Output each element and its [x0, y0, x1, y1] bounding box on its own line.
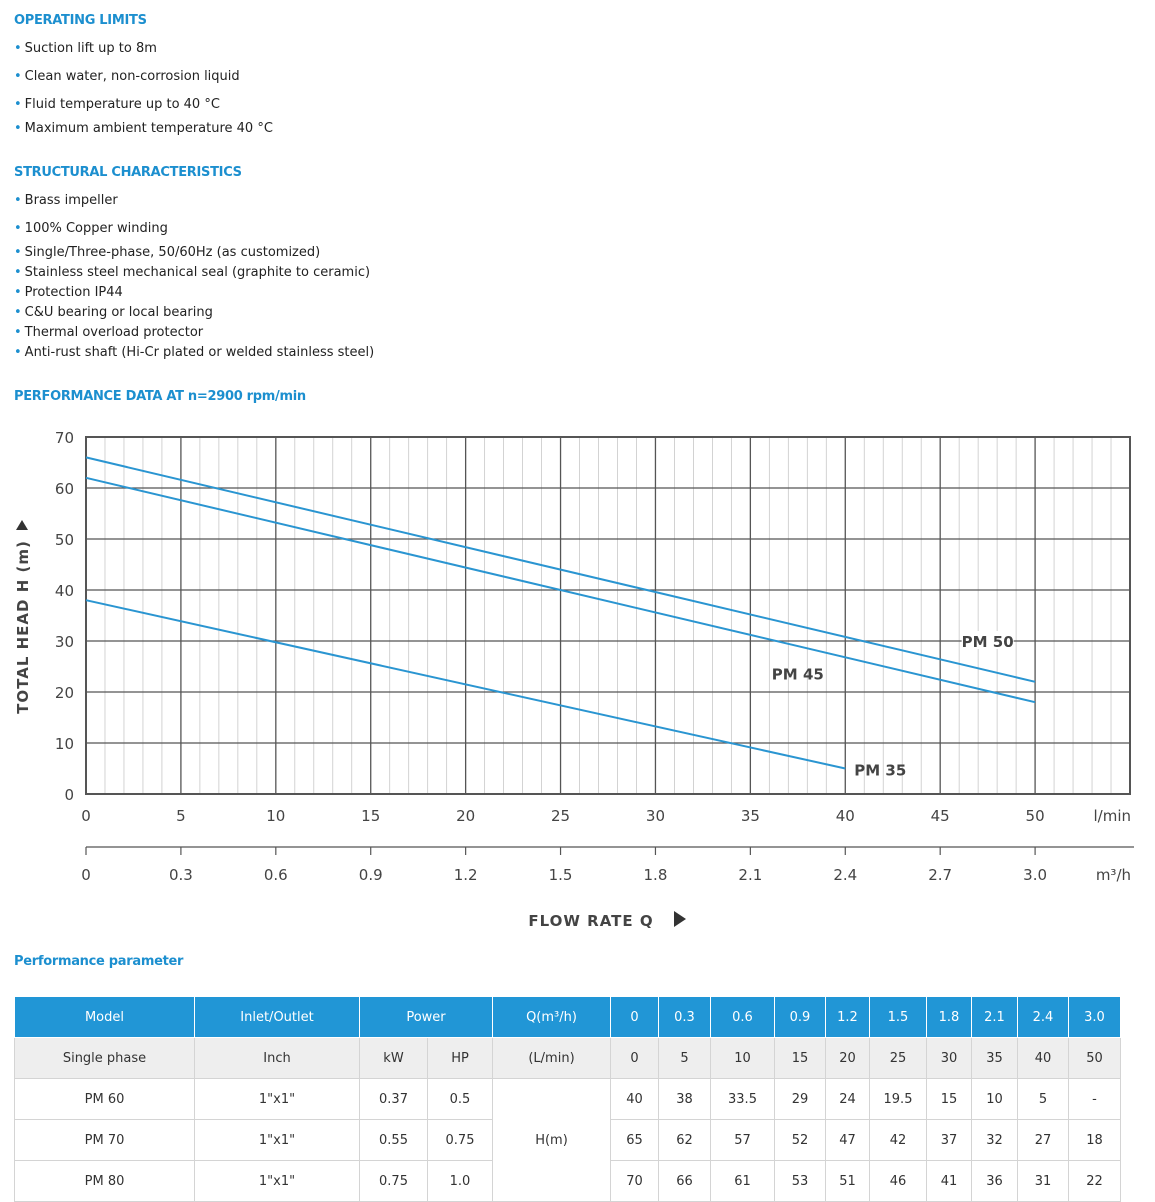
y-tick-label: 70 — [54, 429, 74, 447]
major-grid — [86, 437, 1130, 794]
col-q-value: 0.6 — [711, 997, 775, 1038]
x-tick-label-lmin: 0 — [81, 807, 91, 825]
hp-cell: 1.0 — [428, 1161, 493, 1202]
inlet-cell: 1"x1" — [195, 1079, 360, 1120]
structural-item: • C&U bearing or local bearing — [14, 305, 213, 320]
col-q-value: 1.8 — [927, 997, 972, 1038]
structural-item: • Anti-rust shaft (Hi-Cr plated or welded stainless steel) — [14, 345, 375, 360]
params-title: Performance parameter — [14, 954, 184, 969]
head-cell: 22 — [1069, 1161, 1121, 1202]
y-tick-label: 10 — [54, 735, 74, 753]
limit-item: • Clean water, non-corrosion liquid — [14, 69, 240, 84]
x-axis-label: FLOW RATE Q — [528, 912, 654, 930]
subheader-cell: kW — [360, 1038, 428, 1079]
col-q-value: 3.0 — [1069, 997, 1121, 1038]
head-cell: 18 — [1069, 1120, 1121, 1161]
col-q-value: 1.5 — [870, 997, 927, 1038]
x-tick-label-m3h: 2.4 — [833, 866, 858, 884]
subheader-cell: 30 — [927, 1038, 972, 1079]
head-cell: 10 — [972, 1079, 1018, 1120]
x-tick-label-m3h: 2.1 — [738, 866, 763, 884]
head-cell: 61 — [711, 1161, 775, 1202]
head-cell: 47 — [826, 1120, 870, 1161]
table-row — [15, 1079, 1121, 1120]
series-label-pm35: PM 35 — [854, 761, 907, 780]
head-cell: - — [1069, 1079, 1121, 1120]
x-tick-label-m3h: 1.8 — [643, 866, 668, 884]
x-tick-label-m3h: 0.3 — [168, 866, 193, 884]
y-axis-title — [14, 520, 32, 714]
x-tick-labels-lmin — [81, 807, 1044, 825]
limit-item: • Fluid temperature up to 40 °C — [14, 97, 220, 112]
subheader-cell: 40 — [1018, 1038, 1069, 1079]
structural-item: • Thermal overload protector — [14, 325, 204, 340]
series-label-pm45: PM 45 — [771, 665, 824, 684]
x-tick-label-lmin: 40 — [835, 807, 855, 825]
head-cell: 37 — [927, 1120, 972, 1161]
head-cell: 24 — [826, 1079, 870, 1120]
y-tick-label: 60 — [54, 480, 74, 498]
x-tick-label-lmin: 5 — [176, 807, 186, 825]
performance-title: PERFORMANCE DATA AT n=2900 rpm/min — [14, 389, 306, 404]
structural-item: • Single/Three-phase, 50/60Hz (as customized) — [14, 245, 321, 260]
structural-title: STRUCTURAL CHARACTERISTICS — [14, 165, 242, 180]
x-tick-label-m3h: 1.5 — [548, 866, 573, 884]
x-tick-label-lmin: 20 — [456, 807, 476, 825]
minor-grid — [105, 437, 1111, 794]
head-cell: 42 — [870, 1120, 927, 1161]
hp-cell: 0.75 — [428, 1120, 493, 1161]
performance-chart — [0, 415, 1155, 935]
x-tick-label-lmin: 15 — [361, 807, 381, 825]
col-q-m3h: Q(m³/h) — [493, 997, 611, 1038]
col-q-value: 2.1 — [972, 997, 1018, 1038]
subheader-cell: 0 — [611, 1038, 659, 1079]
x-tick-label-m3h: 1.2 — [453, 866, 478, 884]
subheader-cell: 35 — [972, 1038, 1018, 1079]
table-header-row — [15, 997, 1121, 1038]
subheader-cell: Single phase — [15, 1038, 195, 1079]
head-cell: 40 — [611, 1079, 659, 1120]
x-tick-label-m3h: 0.6 — [263, 866, 288, 884]
head-cell: 41 — [927, 1161, 972, 1202]
subheader-cell: 10 — [711, 1038, 775, 1079]
x-tick-label-lmin: 35 — [740, 807, 760, 825]
head-cell: 32 — [972, 1120, 1018, 1161]
x-tick-label-m3h: 2.7 — [928, 866, 953, 884]
model-cell: PM 70 — [15, 1120, 195, 1161]
head-cell: 5 — [1018, 1079, 1069, 1120]
subheader-cell: 5 — [659, 1038, 711, 1079]
x-unit-lmin: l/min — [1093, 807, 1131, 825]
x-tick-label-lmin: 45 — [930, 807, 950, 825]
y-tick-label: 40 — [54, 582, 74, 600]
arrow-up-icon — [16, 520, 28, 530]
head-cell: 62 — [659, 1120, 711, 1161]
x-tick-labels-m3h — [81, 847, 1047, 884]
subheader-cell: 20 — [826, 1038, 870, 1079]
col-q-value: 0.9 — [775, 997, 826, 1038]
kw-cell: 0.55 — [360, 1120, 428, 1161]
col-power: Power — [360, 997, 493, 1038]
x-tick-label-m3h: 3.0 — [1023, 866, 1048, 884]
head-cell: 70 — [611, 1161, 659, 1202]
model-cell: PM 80 — [15, 1161, 195, 1202]
x-tick-label-lmin: 30 — [645, 807, 666, 825]
subheader-cell: 25 — [870, 1038, 927, 1079]
y-tick-labels — [55, 429, 74, 804]
head-cell: 51 — [826, 1161, 870, 1202]
structural-item: • Protection IP44 — [14, 285, 123, 300]
inlet-cell: 1"x1" — [195, 1161, 360, 1202]
limit-item: • Maximum ambient temperature 40 °C — [14, 121, 273, 136]
y-tick-label: 20 — [54, 684, 74, 702]
head-cell: 57 — [711, 1120, 775, 1161]
table-subheader-row — [15, 1038, 1121, 1079]
head-cell: 19.5 — [870, 1079, 927, 1120]
head-cell: 33.5 — [711, 1079, 775, 1120]
y-tick-label: 30 — [54, 633, 74, 651]
hm-label-cell: H(m) — [493, 1079, 611, 1202]
x-tick-label-lmin: 25 — [550, 807, 571, 825]
kw-cell: 0.37 — [360, 1079, 428, 1120]
arrow-right-icon — [674, 911, 686, 927]
col-inlet-outlet: Inlet/Outlet — [195, 997, 360, 1038]
head-cell: 15 — [927, 1079, 972, 1120]
subheader-cell: 15 — [775, 1038, 826, 1079]
x-tick-label-m3h: 0 — [81, 866, 91, 884]
kw-cell: 0.75 — [360, 1161, 428, 1202]
x-tick-label-m3h: 0.9 — [358, 866, 383, 884]
structural-item: • Stainless steel mechanical seal (graphite to ceramic) — [14, 265, 371, 280]
head-cell: 36 — [972, 1161, 1018, 1202]
model-cell: PM 60 — [15, 1079, 195, 1120]
subheader-cell: 50 — [1069, 1038, 1121, 1079]
head-cell: 53 — [775, 1161, 826, 1202]
head-cell: 52 — [775, 1120, 826, 1161]
head-cell: 65 — [611, 1120, 659, 1161]
x-tick-label-lmin: 50 — [1025, 807, 1045, 825]
head-cell: 66 — [659, 1161, 711, 1202]
structural-item: • 100% Copper winding — [14, 221, 168, 236]
plot-frame — [86, 437, 1130, 794]
head-cell: 38 — [659, 1079, 711, 1120]
inlet-cell: 1"x1" — [195, 1120, 360, 1161]
structural-item: • Brass impeller — [14, 193, 118, 208]
x-unit-m3h: m³/h — [1095, 866, 1131, 884]
subheader-cell: (L/min) — [493, 1038, 611, 1079]
hp-cell: 0.5 — [428, 1079, 493, 1120]
y-axis-label: TOTAL HEAD H (m) — [14, 540, 32, 714]
col-q-value: 1.2 — [826, 997, 870, 1038]
col-q-value: 2.4 — [1018, 997, 1069, 1038]
y-tick-label: 50 — [54, 531, 74, 549]
series-label-pm50: PM 50 — [961, 633, 1014, 651]
x-tick-label-lmin: 10 — [266, 807, 286, 825]
subheader-cell: Inch — [195, 1038, 360, 1079]
head-cell: 31 — [1018, 1161, 1069, 1202]
head-cell: 29 — [775, 1079, 826, 1120]
operating-limits-title: OPERATING LIMITS — [14, 13, 147, 28]
subheader-cell: HP — [428, 1038, 493, 1079]
limit-item: • Suction lift up to 8m — [14, 41, 157, 56]
col-model: Model — [15, 997, 195, 1038]
col-q-value: 0 — [611, 997, 659, 1038]
y-tick-label: 0 — [64, 786, 74, 804]
head-cell: 27 — [1018, 1120, 1069, 1161]
head-cell: 46 — [870, 1161, 927, 1202]
x-axis-title — [528, 911, 686, 930]
col-q-value: 0.3 — [659, 997, 711, 1038]
params-table — [14, 996, 1121, 1202]
